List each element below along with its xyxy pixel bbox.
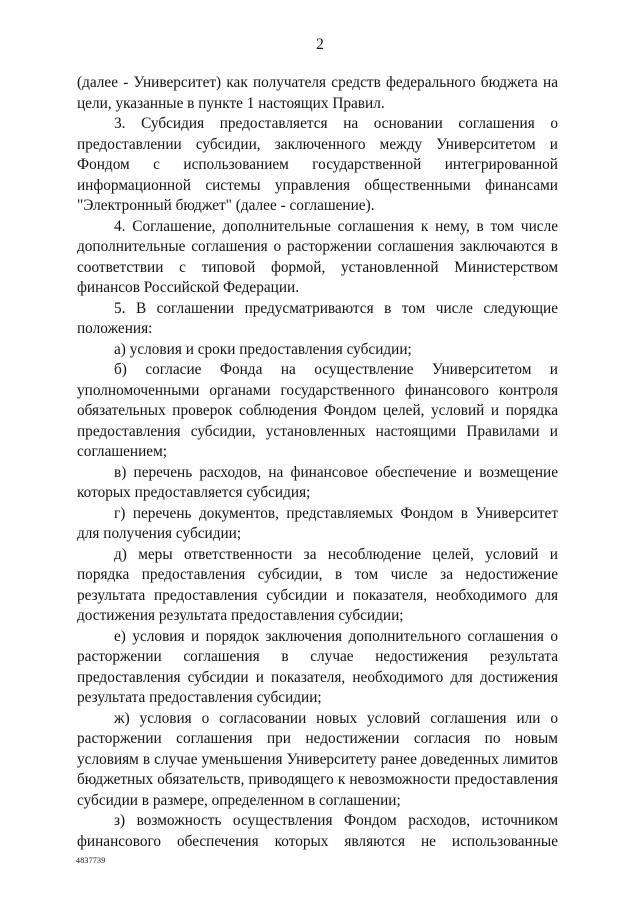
paragraph-5g: г) перечень документов, представляемых Фондом в Университет для получения субсидии; <box>77 504 558 542</box>
paragraph-5z: з) возможность осуществления Фондом расходов, источником финансового обеспечения которых являются не использованные <box>77 812 558 850</box>
paragraph-5e: е) условия и порядок заключения дополнительного соглашения о расторжении соглашения в случае недостижения результата предоставления субсидии и показателя, необходимого для достижения результата предоставления субсидии; <box>77 627 558 706</box>
document-id: 4837739 <box>76 856 106 865</box>
paragraph-5zh: ж) условия о согласовании новых условий соглашения или о расторжении соглашения при недостижении согласия по новым условиям в случае уменьшения Университету ранее доведенных лимитов бюджетных обязательств, приводящего к невозможности предоставления субсидии в размере, определенном в соглашении; <box>77 709 558 809</box>
document-body <box>77 73 558 852</box>
paragraph-5a: а) условия и сроки предоставления субсидии; <box>114 340 412 358</box>
paragraph-4: 4. Соглашение, дополнительные соглашения к нему, в том числе дополнительные соглашения о расторжении соглашения заключаются в соответствии с типовой формой, установленной Министерством финансов Российской Федерации. <box>77 217 558 296</box>
page-number: 2 <box>316 36 324 53</box>
paragraph-intro: (далее - Университет) как получателя средств федерального бюджета на цели, указанные в пункте 1 настоящих Правил. <box>77 74 558 112</box>
paragraph-3: 3. Субсидия предоставляется на основании соглашения о предоставлении субсидии, заключенного между Университетом и Фондом с использованием государственной интегрированной информационной системы управления общественными финансами "Электронный бюджет" (далее - соглашение). <box>77 115 558 214</box>
paragraph-5d: д) меры ответственности за несоблюдение целей, условий и порядка предоставления субсидии, в том числе за недостижение результата предоставления субсидии и показателя, необходимого для достижения результата предоставления субсидии; <box>77 545 558 624</box>
paragraph-5v: в) перечень расходов, на финансовое обеспечение и возмещение которых предоставляется субсидия; <box>77 463 558 501</box>
paragraph-5b: б) согласие Фонда на осуществление Университетом и уполномоченными органами государственного финансового контроля обязательных проверок соблюдения Фондом целей, условий и порядка предоставления субсидии, установленных настоящими Правилами и соглашением; <box>77 361 558 460</box>
paragraph-5: 5. В соглашении предусматриваются в том числе следующие положения: <box>77 299 558 337</box>
